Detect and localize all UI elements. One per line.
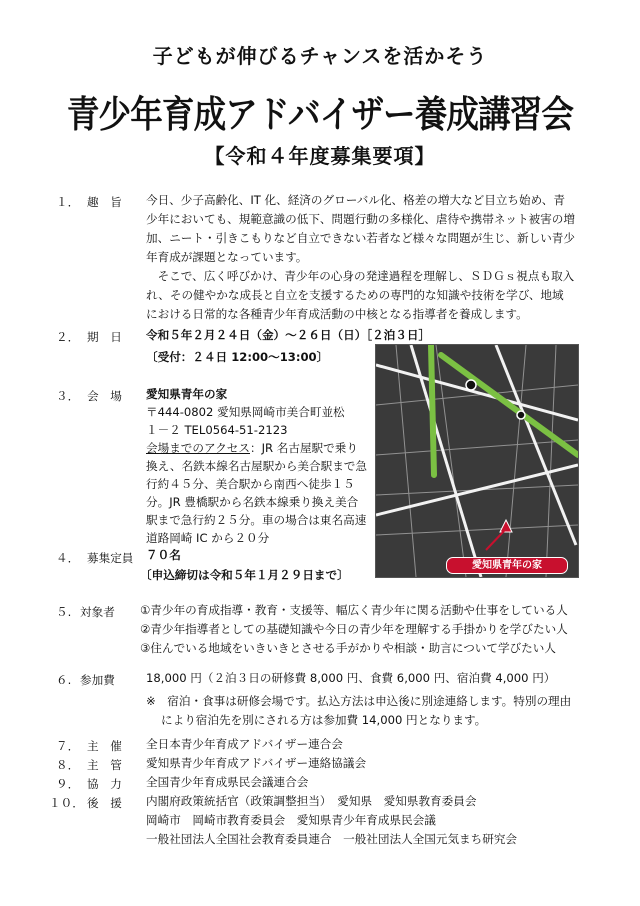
target-label: 対象者 bbox=[80, 605, 115, 619]
venue-number: ３． bbox=[56, 389, 80, 403]
application-deadline: 〔申込締切は令和５年１月２９日まで〕 bbox=[140, 568, 349, 582]
organizer-label: 主 催 bbox=[87, 739, 122, 753]
fee-label: 参加費 bbox=[80, 673, 115, 687]
cooperation-value: 全国青少年育成県民会議連合会 bbox=[146, 775, 309, 789]
purpose-number: １． bbox=[56, 195, 80, 209]
management-value: 愛知県青少年育成アドバイザー連絡協議会 bbox=[146, 756, 367, 770]
purpose-label: 趣 旨 bbox=[87, 195, 122, 209]
access-label: 会場までのアクセス bbox=[146, 441, 250, 455]
year-line: 【令和４年度募集要項】 bbox=[204, 144, 436, 168]
fee-note: ※ 宿泊・食事は研修会場です。払込方法は申込後に別途連絡します。特別の理由 bbox=[146, 694, 572, 708]
date-number: ２． bbox=[56, 330, 80, 344]
access-line: 道路岡崎 IC から２０分 bbox=[146, 531, 270, 545]
sponsorship-label: 後 援 bbox=[87, 796, 122, 810]
sponsor-line: 一般社団法人全国社会教育委員連合 一般社団法人全国元気まち研究会 bbox=[146, 832, 518, 846]
capacity-number: ４． bbox=[56, 551, 80, 565]
fee-note: により宿泊先を別にされる方は参加費 14,000 円となります。 bbox=[161, 713, 487, 727]
venue-phone: １－２ TEL0564-51-2123 bbox=[146, 423, 288, 437]
sponsor-line: 岡崎市 岡崎市教育委員会 愛知県青少年育成県民会議 bbox=[146, 813, 436, 827]
map-venue-label: 愛知県青年の家 bbox=[446, 557, 568, 574]
subtitle: 子どもが伸びるチャンスを活かそう bbox=[152, 44, 488, 68]
access-line: 駅まで急行約２５分。車の場合は東名高速 bbox=[146, 513, 367, 527]
date-label: 期 日 bbox=[87, 330, 122, 344]
organizer-value: 全日本青少年育成アドバイザー連合会 bbox=[146, 737, 343, 751]
access-line: 行約４５分、美合駅から南西へ徒歩１５ bbox=[146, 477, 355, 491]
target-number: ５. bbox=[56, 605, 72, 619]
sponsor-line: 内閣府政策統括官（政策調整担当） 愛知県 愛知県教育委員会 bbox=[146, 794, 477, 808]
cooperation-label: 協 力 bbox=[87, 777, 122, 791]
venue-name: 愛知県青年の家 bbox=[146, 387, 228, 401]
event-date: 令和５年２月２４日（金）～２６日（日）［２泊３日］ bbox=[146, 328, 431, 342]
organizer-number: ７． bbox=[56, 739, 80, 753]
capacity-value: ７０名 bbox=[146, 548, 181, 562]
management-label: 主 管 bbox=[87, 758, 122, 772]
venue-map bbox=[375, 344, 579, 578]
sponsorship-number: １０． bbox=[49, 796, 84, 810]
capacity-label: 募集定員 bbox=[87, 551, 134, 565]
purpose-line: 年育成が課題となっています。 bbox=[146, 250, 308, 264]
target-item: ②青少年指導者としての基礎知識や今日の青少年を理解する手掛かりを学びたい人 bbox=[140, 622, 568, 636]
target-item: ③住んでいる地域をいきいきとさせる手がかりや相談・助言について学びたい人 bbox=[140, 641, 556, 655]
venue-label: 会 場 bbox=[87, 389, 122, 403]
management-number: ８． bbox=[56, 758, 80, 772]
access-first-line bbox=[146, 439, 358, 458]
fee-number: ６. bbox=[56, 673, 72, 687]
purpose-line: 加、ニート・引きこもりなど自立できない若者など様々な問題が生じ、新しい青少 bbox=[146, 231, 575, 245]
fee-value: 18,000 円（２泊３日の研修費 8,000 円、食費 6,000 円、宿泊費 4,000 円） bbox=[146, 671, 556, 685]
reception-time: 〔受付：２４日 12:00～13:00〕 bbox=[146, 350, 329, 364]
access-text: ：JR 名古屋駅で乗り bbox=[250, 441, 358, 455]
purpose-line: 今日、少子高齢化、IT 化、経済のグローバル化、格差の増大など目立ち始め、青 bbox=[146, 193, 565, 207]
access-line: 分。JR 豊橋駅から名鉄本線乗り換え美合 bbox=[146, 495, 359, 509]
purpose-line: 少年においても、規範意識の低下、問題行動の多様化、虐待や携帯ネット被害の増 bbox=[146, 212, 575, 226]
cooperation-number: ９． bbox=[56, 777, 80, 791]
purpose-line: における日常的な各種青少年育成活動の中核となる指導者を養成します。 bbox=[146, 307, 528, 321]
page-title: 青少年育成アドバイザー養成講習会 bbox=[66, 93, 574, 136]
target-item: ①青少年の育成指導・教育・支援等、幅広く青少年に関る活動や仕事をしている人 bbox=[140, 603, 568, 617]
access-line: 換え、名鉄本線名古屋駅から美合駅まで急 bbox=[146, 459, 367, 473]
map-graphic bbox=[376, 345, 578, 577]
venue-address: 〒444-0802 愛知県岡崎市美合町並松 bbox=[146, 405, 345, 419]
purpose-line: そこで、広く呼びかけ、青少年の心身の発達過程を理解し、ＳＤＧｓ視点も取入 bbox=[146, 269, 575, 283]
purpose-line: れ、その健やかな成長と自立を支援するための専門的な知識や技術を学び、地域 bbox=[146, 288, 564, 302]
